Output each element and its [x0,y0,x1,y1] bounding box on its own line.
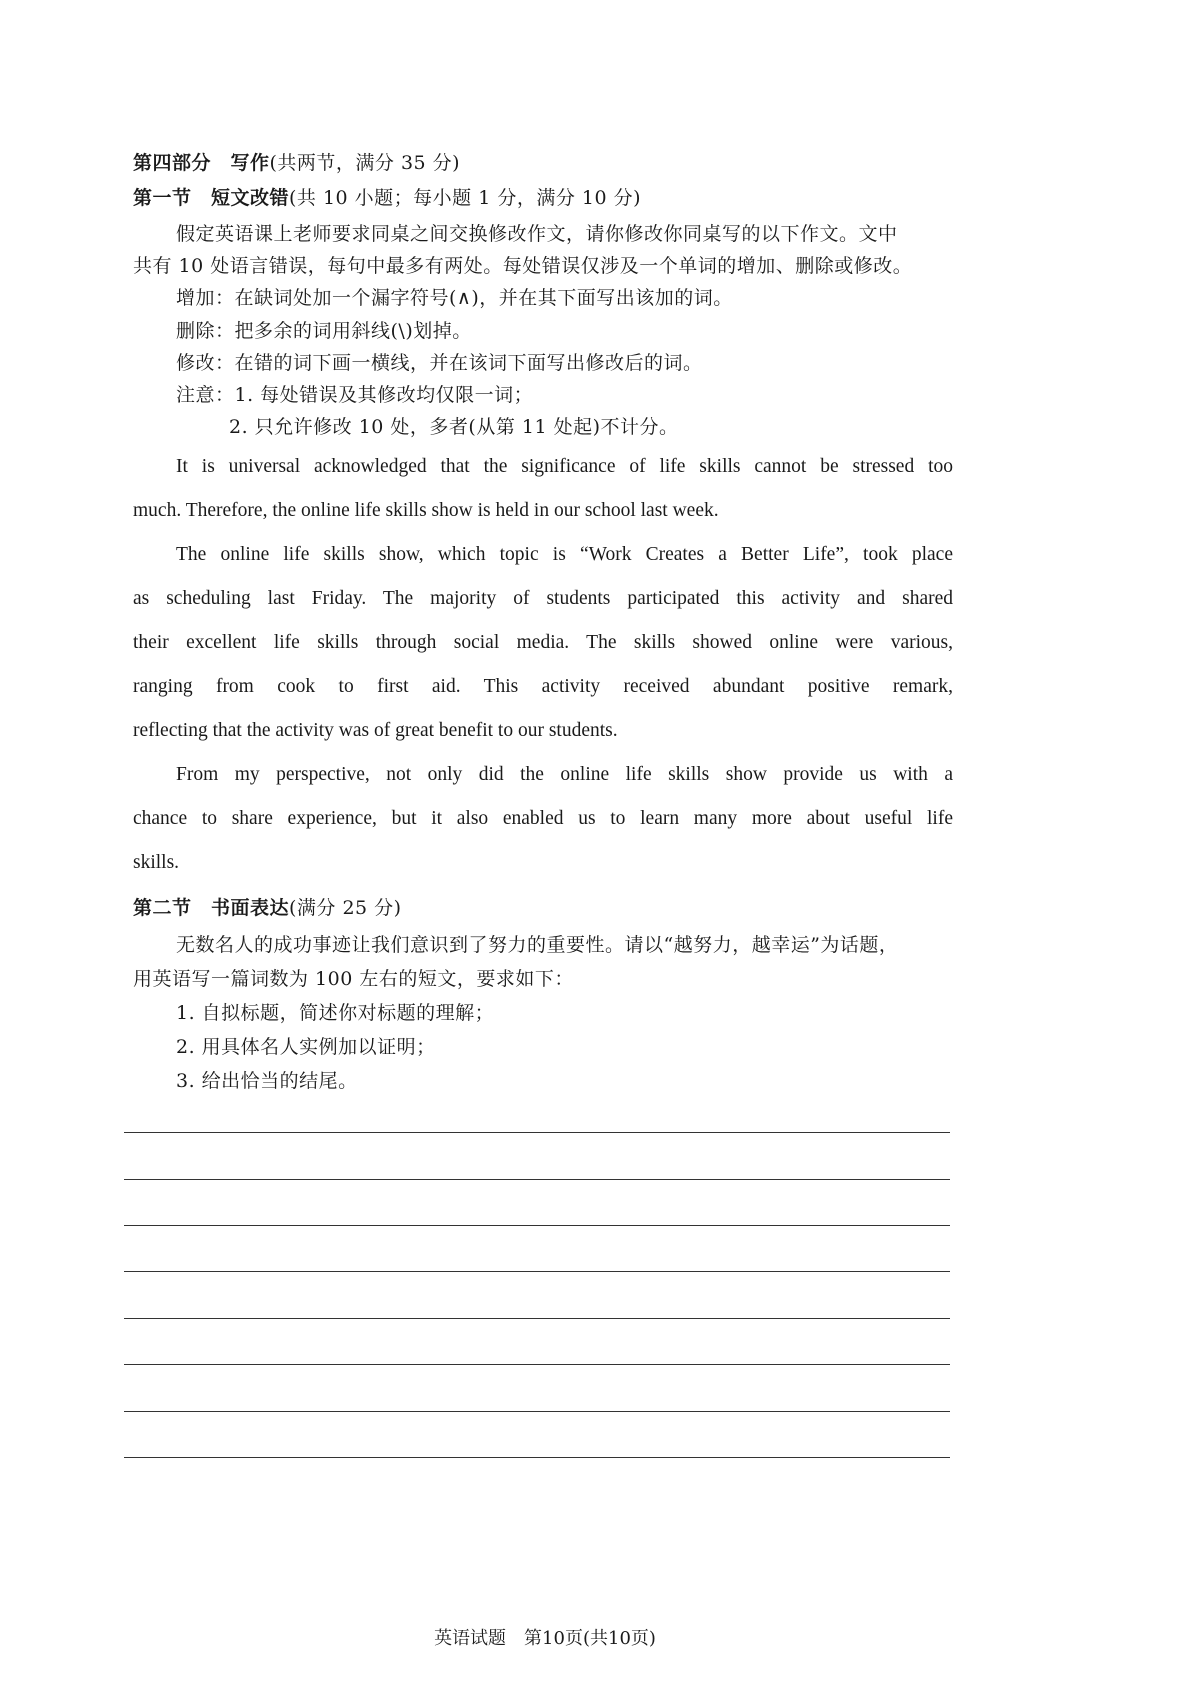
passage-line: ranging from cook to first aid. This activity received abundant positive remark, [133,676,953,697]
section2-subtitle: (满分 25 分) [289,897,402,919]
section2-heading [133,893,402,920]
section1-title: 第一节 短文改错 [133,187,290,209]
section1-subtitle: (共 10 小题；每小题 1 分，满分 10 分) [289,187,642,209]
passage-line: as scheduling last Friday. The majority of students participated this activity and shared [133,588,953,609]
instruction-delete: 删除：把多余的词用斜线(\)划掉。 [176,320,472,342]
instruction-note-2: 2. 只允许修改 10 处，多者(从第 11 处起)不计分。 [229,416,679,438]
passage-line: chance to share experience, but it also enabled us to learn many more about useful life [133,808,953,829]
section2-title: 第二节 书面表达 [133,897,290,919]
essay-requirement: 3. 给出恰当的结尾。 [176,1070,358,1092]
instruction-line: 共有 10 处语言错误，每句中最多有两处。每处错误仅涉及一个单词的增加、删除或修改。 [133,255,913,277]
instruction-line: 假定英语课上老师要求同桌之间交换修改作文，请你修改你同桌写的以下作文。文中 [176,223,898,245]
passage-line: their excellent life skills through social media. The skills showed online were various, [133,632,953,653]
instruction-add: 增加：在缺词处加一个漏字符号(∧)，并在其下面写出该加的词。 [176,287,733,309]
passage-line: much. Therefore, the online life skills show is held in our school last week. [133,500,719,521]
essay-instruction: 无数名人的成功事迹让我们意识到了努力的重要性。请以“越努力，越幸运”为话题， [176,934,899,956]
essay-requirement: 2. 用具体名人实例加以证明； [176,1036,436,1058]
writing-line[interactable] [124,1132,950,1133]
passage-line: It is universal acknowledged that the significance of life skills cannot be stressed too [176,456,953,477]
passage-line: skills. [133,852,180,873]
writing-line[interactable] [124,1411,950,1412]
part4-subtitle: (共两节，满分 35 分) [269,152,461,174]
essay-instruction: 用英语写一篇词数为 100 左右的短文，要求如下： [133,968,574,990]
section1-heading [133,183,641,210]
passage-line: From my perspective, not only did the online life skills show provide us with a [176,764,953,785]
essay-requirement: 1. 自拟标题，简述你对标题的理解； [176,1002,495,1024]
writing-line[interactable] [124,1225,950,1226]
writing-line[interactable] [124,1364,950,1365]
writing-line[interactable] [124,1457,950,1458]
part4-title: 第四部分 写作 [133,152,270,174]
page-footer: 英语试题 第10页(共10页) [434,1628,656,1649]
instruction-modify: 修改：在错的词下画一横线，并在该词下面写出修改后的词。 [176,352,703,374]
writing-line[interactable] [124,1271,950,1272]
writing-line[interactable] [124,1179,950,1180]
writing-line[interactable] [124,1318,950,1319]
passage-line: The online life skills show, which topic is “Work Creates a Better Life”, took place [176,544,953,565]
part4-heading [133,148,460,175]
instruction-note: 注意：1. 每处错误及其修改均仅限一词； [176,384,534,406]
passage-line: reflecting that the activity was of great benefit to our students. [133,720,618,741]
